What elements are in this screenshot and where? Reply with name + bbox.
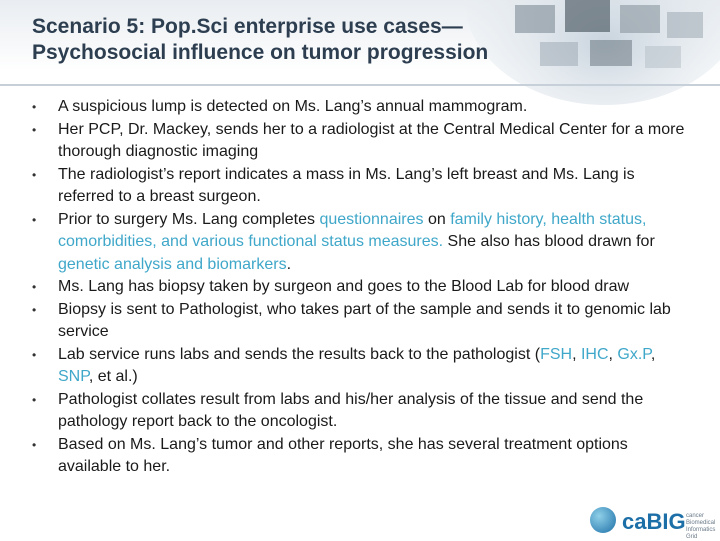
- list-item: [28, 389, 693, 434]
- list-item: [28, 344, 693, 389]
- page-title: [32, 14, 572, 66]
- list-item: [28, 276, 693, 299]
- highlighted-term: genetic analysis and biomarkers: [58, 255, 287, 273]
- bullet-list: [28, 96, 693, 479]
- bullet-text: Pathologist collates result from labs and his/her analysis of the tissue and send the pathology report back to the oncologist.: [58, 390, 644, 430]
- cabig-globe-icon: [590, 507, 616, 533]
- bullet-text: Based on Ms. Lang’s tumor and other reports, she has several treatment options available to her.: [58, 435, 628, 475]
- list-item: [28, 164, 693, 209]
- list-item: [28, 96, 693, 119]
- title-line-1: Scenario 5: Pop.Sci enterprise use cases—: [32, 15, 463, 38]
- list-item: [28, 119, 693, 164]
- bullet-text: Biopsy is sent to Pathologist, who takes part of the sample and sends it to genomic lab service: [58, 300, 671, 340]
- highlighted-term: SNP: [58, 368, 89, 385]
- logo-name: caBIG: [622, 509, 686, 534]
- list-item: [28, 209, 693, 277]
- bullet-text: .: [286, 255, 292, 273]
- title-line-2: Psychosocial influence on tumor progression: [32, 41, 489, 64]
- bullet-marker: •: [32, 167, 37, 182]
- highlighted-term: questionnaires: [319, 210, 424, 228]
- list-item: [28, 434, 693, 479]
- cabig-logo: [590, 505, 718, 539]
- bullet-marker: •: [32, 100, 37, 114]
- bullet-text: Lab service runs labs and sends the results back to the pathologist (: [58, 345, 541, 363]
- bullet-text: ,: [572, 345, 581, 363]
- bullet-marker: •: [32, 212, 37, 227]
- bullet-marker: •: [32, 122, 37, 137]
- bullet-text: on: [423, 210, 451, 228]
- title-divider: [0, 84, 720, 86]
- bullet-text: , et al.): [88, 368, 138, 385]
- list-item: [28, 299, 693, 344]
- highlighted-term: IHC: [580, 345, 609, 363]
- logo-tagline: cancer Biomedical Informatics Grid: [686, 513, 716, 540]
- bullet-text: She also has blood drawn for: [443, 233, 655, 250]
- bullet-marker: •: [32, 392, 37, 407]
- highlighted-term: Gx.P: [617, 345, 651, 363]
- bullet-text: A suspicious lump is detected on Ms. Lang’s annual mammogram.: [58, 98, 528, 115]
- bullet-text: ,: [650, 345, 656, 363]
- bullet-marker: •: [32, 280, 37, 294]
- bullet-text: Her PCP, Dr. Mackey, sends her to a radiologist at the Central Medical Center for a more thorough diagnostic imaging: [58, 120, 685, 160]
- bullet-text: Ms. Lang has biopsy taken by surgeon and goes to the Blood Lab for blood draw: [58, 278, 630, 295]
- title-bar: [0, 0, 720, 84]
- bullet-text: Prior to surgery Ms. Lang completes: [58, 210, 320, 228]
- highlighted-term: FSH: [540, 345, 573, 363]
- bullet-marker: •: [32, 302, 37, 317]
- bullet-marker: •: [32, 437, 37, 452]
- highlighted-term: family history, health status, comorbidities, and various functional status measures.: [58, 210, 647, 250]
- bullet-text: The radiologist’s report indicates a mass in Ms. Lang’s left breast and Ms. Lang is referred to a breast surgeon.: [58, 165, 635, 205]
- bullet-marker: •: [32, 347, 37, 362]
- bullet-text: ,: [608, 345, 618, 363]
